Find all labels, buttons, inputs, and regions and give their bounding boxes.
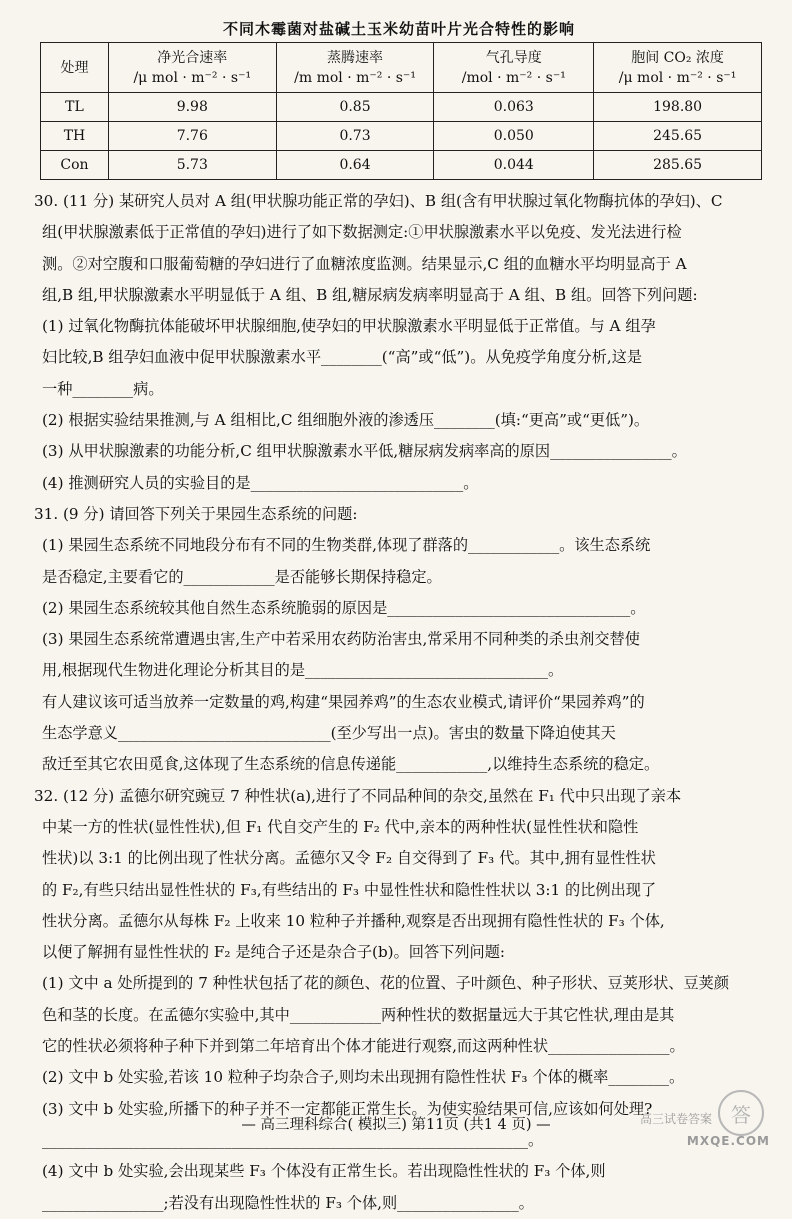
table-row — [41, 122, 762, 151]
page-footer: — 高三理科综合( 模拟三) 第11页 (共1 4 页) — — [241, 1117, 551, 1133]
watermark-text: 高三试卷答案 — [639, 1112, 712, 1126]
table-cell: 9.98 — [108, 93, 276, 122]
table-cell: 0.050 — [434, 122, 594, 151]
data-table — [40, 42, 762, 180]
q32-line: 中某一方的性状(显性性状),但 F₁ 代自交产生的 F₂ 代中,亲本的两种性状(显性性状和隐性 — [42, 817, 639, 836]
q32-sub1: (1) 文中 a 处所提到的 7 种性状包括了花的颜色、花的位置、子叶颜色、种子形状、豆荚形状、豆荚颜 — [42, 974, 730, 993]
table-row — [41, 93, 762, 122]
header-net-photosynthesis: 净光合速率 /μ mol · m⁻² · s⁻¹ — [108, 43, 276, 93]
watermark-logo-icon: 答 — [718, 1090, 764, 1136]
q30-line: 测。②对空腹和口服葡萄糖的孕妇进行了血糖浓度监测。结果显示,C 组的血糖水平均明显高于 A — [42, 254, 687, 273]
q31-sub1: (1) 果园生态系统不同地段分布有不同的生物类群,体现了群落的____________。该生态系统 — [42, 536, 651, 555]
table-row — [41, 151, 762, 180]
table-cell: 0.044 — [434, 151, 594, 180]
watermark-brand: MXQE.COM — [686, 1134, 770, 1148]
table-cell: TL — [41, 93, 109, 122]
q32-sub4: (4) 文中 b 处实验,会出现某些 F₃ 个体没有正常生长。若出现隐性性状的 F₃ 个体,则 — [42, 1162, 606, 1181]
q32-line: 性状)以 3:1 的比例出现了性状分离。孟德尔又令 F₂ 自交得到了 F₃ 代。其中,拥有显性性状 — [42, 849, 656, 868]
q32-line: 以便了解拥有显性性状的 F₂ 是纯合子还是杂合子(b)。回答下列问题: — [42, 943, 506, 962]
table-cell: TH — [41, 122, 109, 151]
table-cell: 0.063 — [434, 93, 594, 122]
q30-line: 组(甲状腺激素低于正常值的孕妇)进行了如下数据测定:①甲状腺激素水平以免疫、发光法进行检 — [42, 223, 682, 242]
q32-sub3: (3) 文中 b 处实验,所播下的种子并不一定都能正常生长。为使实验结果可信,应该如何处理? — [42, 1099, 653, 1118]
q32-sub2: (2) 文中 b 处实验,若该 10 粒种子均杂合子,则均未出现拥有隐性性状 F₃ 个体的概率________。 — [42, 1068, 685, 1087]
table-cell: 0.85 — [276, 93, 434, 122]
watermark — [602, 1090, 772, 1150]
table-title: 不同木霉菌对盐碱土玉米幼苗叶片光合特性的影响 — [222, 20, 575, 38]
header-stomatal-conductance: 气孔导度 /mol · m⁻² · s⁻¹ — [434, 43, 594, 93]
q30-sub4: (4) 推测研究人员的实验目的是____________________________。 — [42, 473, 479, 492]
table-cell: Con — [41, 151, 109, 180]
q31-sub3: 有人建议该可适当放养一定数量的鸡,构建“果园养鸡”的生态农业模式,请评价“果园养鸡”的 — [42, 692, 645, 711]
table-cell: 198.80 — [594, 93, 762, 122]
q31-sub3: 生态学意义____________________________(至少写出一点)。害虫的数量下降迫使其天 — [42, 724, 616, 743]
q30-sub1: 一种________病。 — [42, 379, 164, 398]
header-intercellular-co2: 胞间 CO₂ 浓度 /μ mol · m⁻² · s⁻¹ — [594, 43, 762, 93]
q30-sub3: (3) 从甲状腺激素的功能分析,C 组甲状腺激素水平低,糖尿病发病率高的原因________________。 — [42, 442, 687, 461]
q32-sub1: 色和茎的长度。在孟德尔实验中,其中____________两种性状的数据量远大于其它性状,理由是其 — [42, 1005, 675, 1024]
q31-sub1: 是否稳定,主要看它的____________是否能够长期保持稳定。 — [42, 567, 442, 586]
q32-line: 32. (12 分) 孟德尔研究豌豆 7 种性状(a),进行了不同品种间的杂交,虽然在 F₁ 代中只出现了亲本 — [34, 786, 682, 805]
header-treatment: 处理 — [41, 43, 109, 93]
q31-sub3: 用,根据现代生物进化理论分析其目的是________________________________。 — [42, 661, 564, 680]
q30-line: 组,B 组,甲状腺激素水平明显低于 A 组、B 组,糖尿病发病率明显高于 A 组、B 组。回答下列问题: — [42, 285, 698, 304]
table-cell: 285.65 — [594, 151, 762, 180]
table-header-row — [41, 43, 762, 93]
q32-sub4: ________________;若没有出现隐性性状的 F₃ 个体,则________________。 — [42, 1193, 534, 1212]
header-transpiration: 蒸腾速率 /m mol · m⁻² · s⁻¹ — [276, 43, 434, 93]
q32-line: 的 F₂,有些只结出显性性状的 F₃,有些结出的 F₃ 中显性性状和隐性性状以 3:1 的比例出现了 — [42, 880, 657, 899]
table-cell: 245.65 — [594, 122, 762, 151]
table-cell: 7.76 — [108, 122, 276, 151]
q31-line: 31. (9 分) 请回答下列关于果园生态系统的问题: — [34, 504, 358, 523]
q30-sub1: 妇比较,B 组孕妇血液中促甲状腺激素水平________(“高”或“低”)。从免疫学角度分析,这是 — [42, 348, 643, 367]
q30-line: 30. (11 分) 某研究人员对 A 组(甲状腺功能正常的孕妇)、B 组(含有甲状腺过氧化物酶抗体的孕妇)、C — [34, 192, 723, 210]
q32-line: 性状分离。孟德尔从每株 F₂ 上收来 10 粒种子并播种,观察是否出现拥有隐性性状的 F₃ 个体, — [42, 911, 665, 930]
q30-sub2: (2) 根据实验结果推测,与 A 组相比,C 组细胞外液的渗透压________(填:“更高”或“更低”)。 — [42, 411, 650, 430]
q31-sub3: (3) 果园生态系统常遭遇虫害,生产中若采用农药防治害虫,常采用不同种类的杀虫剂交替使 — [42, 630, 640, 649]
q30-sub1: (1) 过氧化物酶抗体能破坏甲状腺细胞,使孕妇的甲状腺激素水平明显低于正常值。与 A 组孕 — [42, 317, 656, 336]
table-cell: 5.73 — [108, 151, 276, 180]
q32-sub1: 它的性状必须将种子种下并到第二年培育出个体才能进行观察,而这两种性状________________。 — [42, 1037, 685, 1056]
q32-sub3: ________________________________________________________________。 — [42, 1130, 544, 1149]
table-cell: 0.64 — [276, 151, 434, 180]
table-cell: 0.73 — [276, 122, 434, 151]
q31-sub3: 敌迁至其它农田觅食,这体现了生态系统的信息传递能____________,以维持生态系统的稳定。 — [42, 755, 660, 774]
q31-sub2: (2) 果园生态系统较其他自然生态系统脆弱的原因是________________________________。 — [42, 598, 646, 617]
question-text — [34, 186, 764, 1219]
